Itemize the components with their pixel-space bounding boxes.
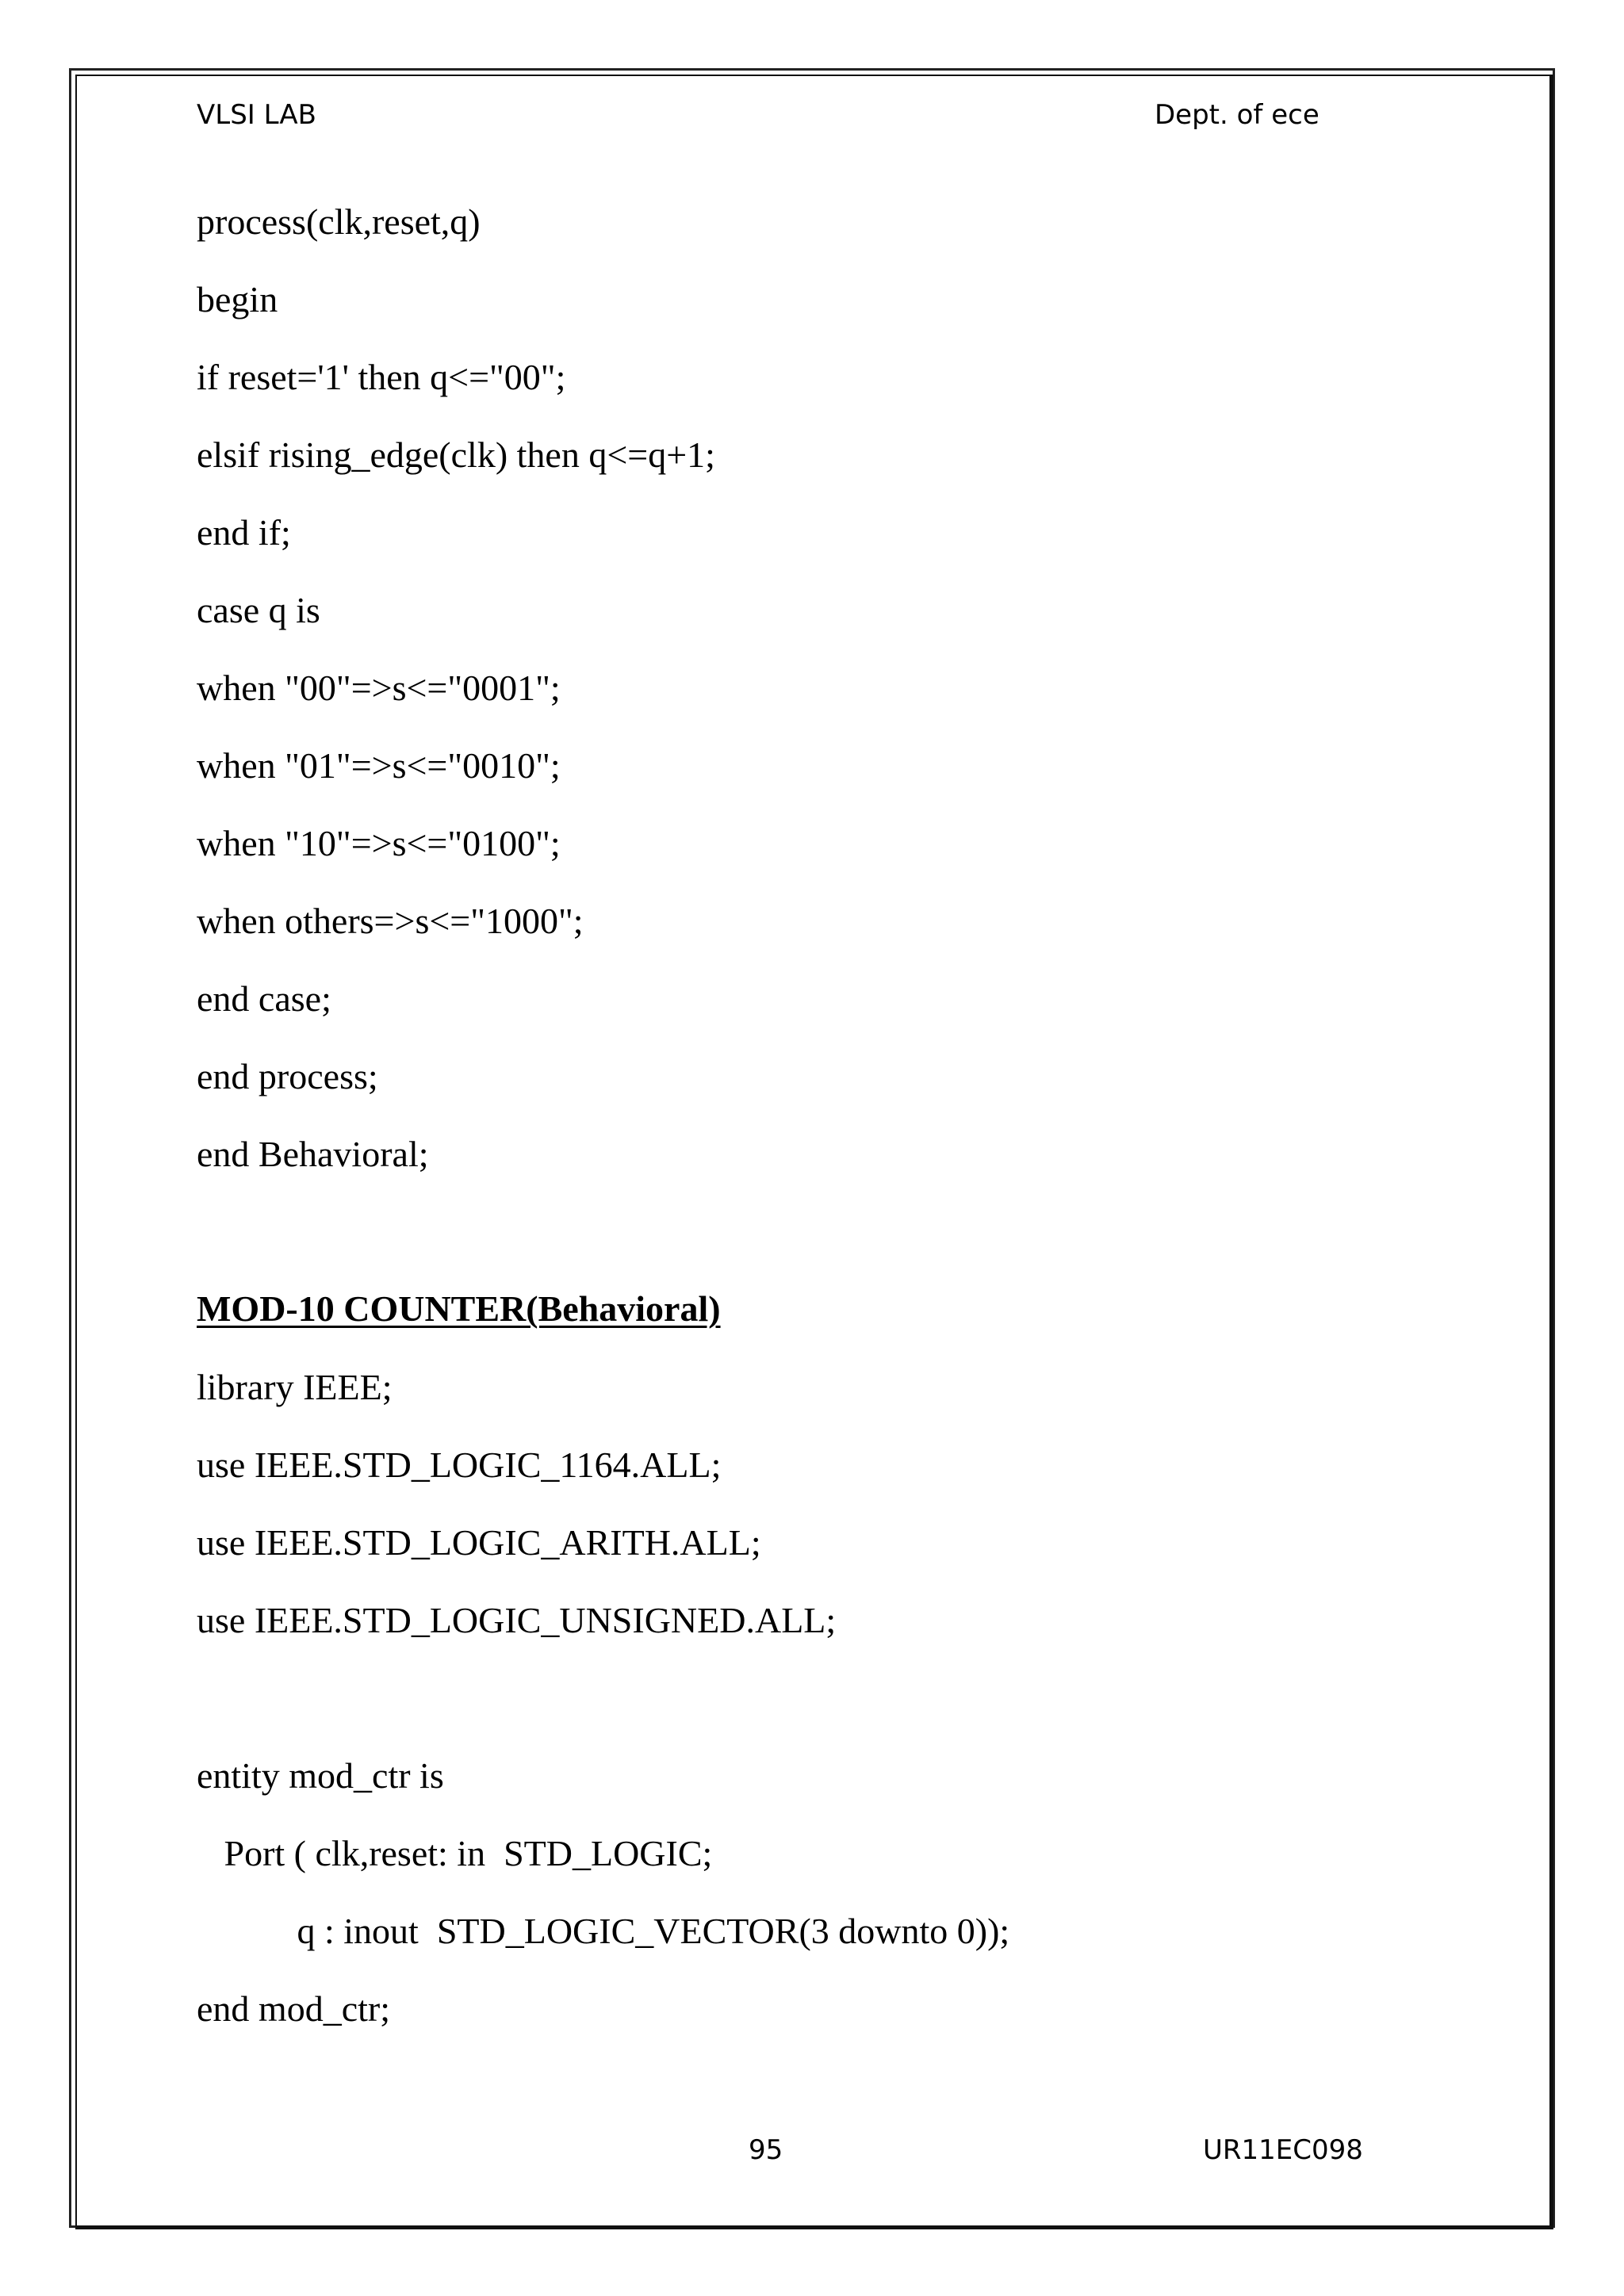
code-line: when others=>s<="1000"; (197, 901, 584, 941)
code-line: if reset='1' then q<="00"; (197, 357, 566, 397)
code-line: end process; (197, 1056, 378, 1096)
header-lab-title: VLSI LAB (197, 99, 316, 131)
code-line: process(clk,reset,q) (197, 201, 481, 242)
footer-roll-number: UR11EC098 (1203, 2134, 1363, 2166)
section-heading: MOD-10 COUNTER(Behavioral) (197, 1288, 721, 1329)
code-line: end if; (197, 512, 291, 553)
code-line: end case; (197, 978, 331, 1019)
code-line: end mod_ctr; (197, 1988, 390, 2029)
code-line: use IEEE.STD_LOGIC_UNSIGNED.ALL; (197, 1600, 837, 1640)
code-line: entity mod_ctr is (197, 1755, 444, 1796)
code-line: when "00"=>s<="0001"; (197, 668, 561, 708)
code-line: end Behavioral; (197, 1134, 429, 1174)
code-line: use IEEE.STD_LOGIC_ARITH.ALL; (197, 1522, 761, 1563)
code-line: when "10"=>s<="0100"; (197, 823, 561, 863)
code-line: begin (197, 279, 278, 320)
code-line: elsif rising_edge(clk) then q<=q+1; (197, 434, 715, 475)
code-line: q : inout STD_LOGIC_VECTOR(3 downto 0)); (197, 1911, 1010, 1951)
code-line: library IEEE; (197, 1367, 393, 1407)
code-line: when "01"=>s<="0010"; (197, 745, 561, 786)
code-line: Port ( clk,reset: in STD_LOGIC; (197, 1833, 713, 1873)
footer-page-number: 95 (749, 2134, 783, 2166)
header-department: Dept. of ece (1155, 99, 1320, 131)
code-line: case q is (197, 590, 320, 630)
code-line: use IEEE.STD_LOGIC_1164.ALL; (197, 1445, 722, 1485)
